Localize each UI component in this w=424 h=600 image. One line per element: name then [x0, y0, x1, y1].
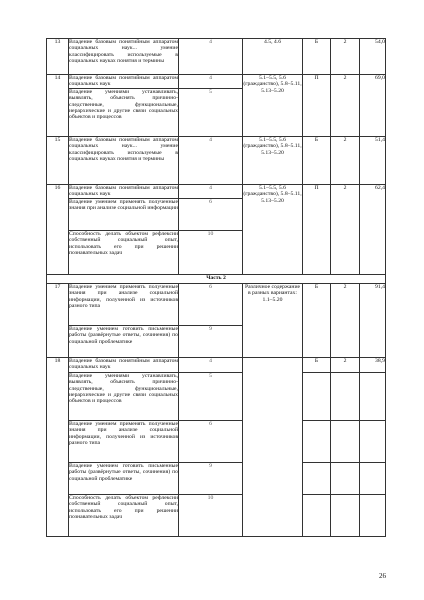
- task-number: 16: [47, 185, 69, 275]
- empty-cell: [360, 463, 386, 495]
- empty-cell: [303, 421, 331, 463]
- skill-description: Способность делать объектом рефлексии собственный социальный опыт, использовать его при решении познавательных задач: [69, 231, 179, 275]
- page-number: 26: [379, 572, 386, 580]
- skill-description: Владение базовым понятийным аппаратом социальных наук: [69, 358, 179, 373]
- max-points: 2: [331, 137, 360, 185]
- skill-code: 4: [179, 137, 243, 185]
- empty-cell: [303, 373, 331, 421]
- table-row: [47, 185, 386, 199]
- max-points: 2: [331, 358, 360, 373]
- skill-code: 4: [179, 185, 243, 199]
- max-points: 2: [331, 39, 360, 75]
- skill-code: 6: [179, 284, 243, 326]
- content-code: 4.5, 4.6: [243, 39, 303, 75]
- content-code: 5.1–5.5, 5.6 (гражданство), 5.8–5.11, 5.13–5.20: [243, 185, 303, 275]
- max-points: 2: [331, 284, 360, 358]
- completion-percent: 62,4: [360, 185, 386, 275]
- skill-description: Владение умением применять полученные знания при анализе социальной информации: [69, 199, 179, 231]
- skill-code: 10: [179, 495, 243, 537]
- task-type: Б: [303, 284, 331, 358]
- task-number: 15: [47, 137, 69, 185]
- content-code: 5.1–5.5, 5.6 (гражданство), 5.8–5.11, 5.13–5.20: [243, 137, 303, 185]
- skill-description: Владение умениями устанавливать, выявлять, объяснять причинно-следственные, функциональные, иерархические и другие связи социальных объектов и процессов: [69, 89, 179, 137]
- skill-description: Владение базовым понятийным аппаратом социальных наук: [69, 75, 178, 88]
- completion-percent: 54,0: [360, 39, 386, 75]
- skill-code: 9: [179, 463, 243, 495]
- task-type: Б: [303, 137, 331, 185]
- task-type: П: [303, 75, 331, 137]
- task-type: Б: [303, 358, 331, 373]
- skill-code: 5: [179, 89, 243, 137]
- skill-description: Владение умением применять полученные знания при анализе социальной информации, полученной из источников разного типа: [69, 284, 179, 326]
- table-row: [47, 358, 386, 373]
- empty-cell: [303, 495, 331, 537]
- task-number: 17: [47, 284, 69, 358]
- empty-cell: [331, 421, 360, 463]
- table-row: [47, 495, 386, 537]
- content-code-empty: [243, 358, 303, 537]
- skill-description: Владение умениями устанавливать, выявлять, объяснять причинно-следственные, функциональные, иерархические и другие связи социальных объектов и процессов: [69, 373, 179, 421]
- task-type: Б: [303, 39, 331, 75]
- empty-cell: [331, 495, 360, 537]
- max-points: 2: [331, 75, 360, 137]
- empty-cell: [360, 495, 386, 537]
- table-row: [47, 137, 386, 185]
- content-code: 5.1–5.5, 5.6 (гражданство), 5.8–5.11, 5.13–5.20: [243, 75, 303, 137]
- task-number: 18: [47, 358, 69, 537]
- specification-table: [46, 38, 386, 537]
- skill-code: 4: [179, 358, 243, 373]
- skill-description: Способность делать объектом рефлексии собственный социальный опыт, использовать его при решении познавательных задач: [69, 495, 179, 537]
- table-row: [47, 284, 386, 326]
- table-row: [47, 463, 386, 495]
- empty-cell: [360, 421, 386, 463]
- max-points: 2: [331, 185, 360, 275]
- skill-description: Владение базовым понятийным аппаратом социальных наук... умение классифицировать используемые в социальных науках понятия и термины: [69, 137, 179, 185]
- task-number: 14: [47, 75, 69, 137]
- task-number: 13: [47, 39, 69, 75]
- skill-description: Владение умением готовить письменные работы (развёрнутые ответы, сочинения) по социальной проблематике: [69, 463, 179, 495]
- completion-percent: 38,9: [360, 358, 386, 373]
- skill-code: 10: [179, 231, 243, 275]
- skill-code: 6: [179, 199, 243, 231]
- skill-description: Владение умением применять полученные знания при анализе социальной информации, полученной из источников разного типа: [69, 421, 179, 463]
- skill-description: Владение умением готовить письменные работы (развёрнутые ответы, сочинения) по социальной проблематике: [69, 326, 179, 358]
- completion-percent: 69,0: [360, 75, 386, 137]
- empty-cell: [360, 373, 386, 421]
- completion-percent: 91,4: [360, 284, 386, 358]
- skill-description: Владение базовым понятийным аппаратом социальных наук... умение классифицировать используемые в социальных науках понятия и термины: [69, 39, 179, 75]
- empty-cell: [331, 373, 360, 421]
- empty-cell: [331, 463, 360, 495]
- table-row: [47, 373, 386, 421]
- task-type: П: [303, 185, 331, 275]
- part-heading: Часть 2: [47, 275, 386, 284]
- part-heading-row: [47, 275, 386, 284]
- skill-code: 4: [179, 39, 243, 75]
- skill-description: Владение базовым понятийным аппаратом социальных наук: [69, 185, 178, 198]
- skill-code: 4: [179, 75, 243, 89]
- table-row: [47, 39, 386, 75]
- content-code: Различное содержание в разных вариантах: 1.1–5.20: [243, 284, 303, 358]
- skill-code: 5: [179, 373, 243, 421]
- completion-percent: 51,4: [360, 137, 386, 185]
- table-row: [47, 421, 386, 463]
- empty-cell: [303, 463, 331, 495]
- skill-code: 9: [179, 326, 243, 358]
- table-row: [47, 75, 386, 89]
- skill-code: 6: [179, 421, 243, 463]
